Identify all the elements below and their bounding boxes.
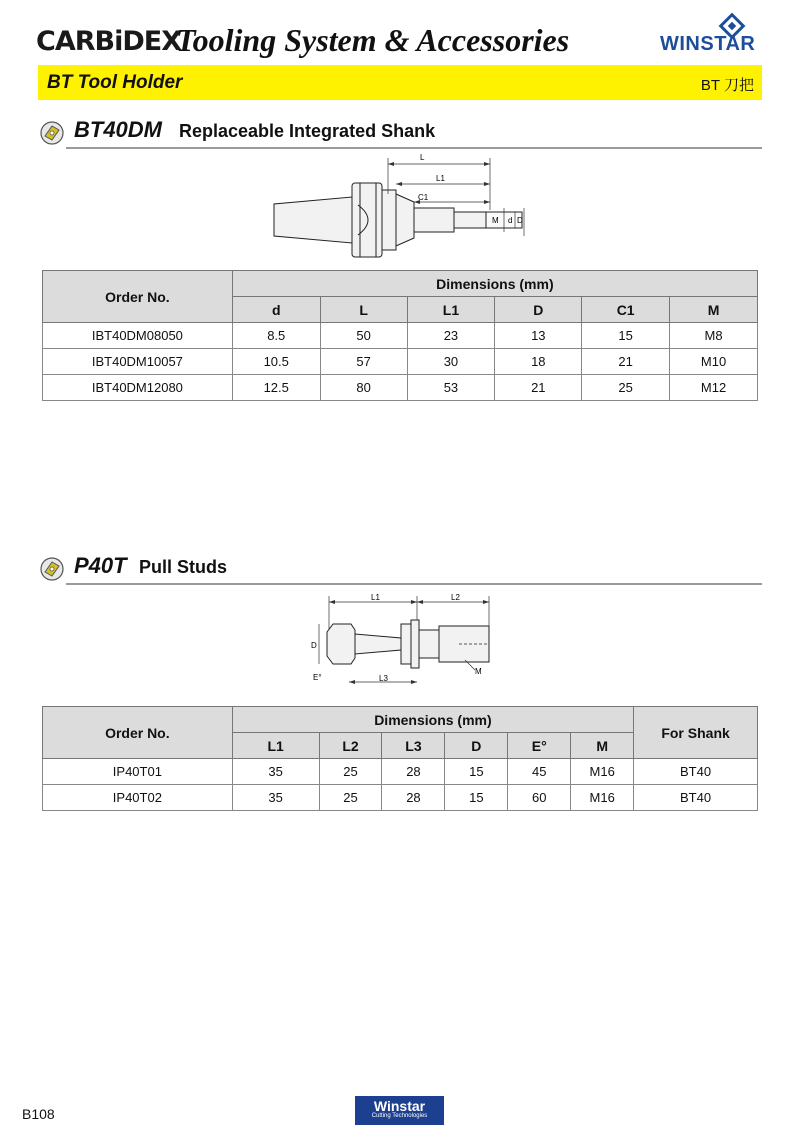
section-description: Pull Studs (139, 557, 228, 577)
table-cell: 53 (407, 375, 495, 401)
table-row (43, 785, 758, 811)
table-cell: 57 (320, 349, 407, 375)
table-cell: 25 (319, 785, 382, 811)
footer-logo-name: Winstar (373, 1098, 426, 1114)
dim-label-m: M (492, 216, 499, 225)
table-cell: 12.5 (232, 375, 320, 401)
table-cell: 13 (495, 323, 582, 349)
column-header: L2 (319, 733, 382, 759)
category-subtitle: BT 刀把 (700, 77, 754, 94)
section-code: BT40DM (74, 117, 163, 142)
column-header: L3 (382, 733, 445, 759)
dimensions-header: Dimensions (mm) (232, 707, 633, 733)
column-header: M (670, 297, 758, 323)
dim-label-d-large: D (517, 216, 523, 225)
category-banner (38, 65, 762, 100)
table-row (43, 759, 758, 785)
order-number: IP40T01 (43, 759, 233, 785)
table-cell: 18 (495, 349, 582, 375)
table-row (43, 375, 758, 401)
footer-logo-tagline: Cutting Technologies (371, 1113, 428, 1119)
for-shank-header: For Shank (634, 707, 758, 759)
table-cell: BT40 (634, 759, 758, 785)
table-cell: M10 (670, 349, 758, 375)
table-cell: 50 (320, 323, 407, 349)
dim-label-l: L (420, 153, 425, 162)
p40t-pull-stud-diagram (305, 590, 495, 690)
table-cell: 30 (407, 349, 495, 375)
table-cell: 10.5 (232, 349, 320, 375)
p40t-spec-table (42, 706, 758, 811)
order-number: IBT40DM10057 (43, 349, 233, 375)
column-header: d (232, 297, 320, 323)
table-cell: 28 (382, 785, 445, 811)
dim-label-m: M (475, 667, 482, 676)
section-bt40dm-header (40, 117, 762, 149)
page-number: B108 (22, 1106, 55, 1122)
insert-badge-icon (40, 557, 64, 581)
table-cell: 25 (582, 375, 670, 401)
table-cell: 21 (495, 375, 582, 401)
footer-winstar-logo (355, 1096, 444, 1125)
table-cell: M8 (670, 323, 758, 349)
order-no-header: Order No. (43, 707, 233, 759)
table-cell: 15 (582, 323, 670, 349)
dim-label-c1: C1 (418, 193, 429, 202)
table-cell: 21 (582, 349, 670, 375)
table-cell: 15 (445, 759, 508, 785)
table-cell: 80 (320, 375, 407, 401)
table-cell: 8.5 (232, 323, 320, 349)
table-cell: M16 (571, 759, 634, 785)
dimensions-header: Dimensions (mm) (232, 271, 757, 297)
column-header: C1 (582, 297, 670, 323)
table-cell: 25 (319, 759, 382, 785)
dim-label-d-small: d (508, 216, 513, 225)
page-title: Tooling System & Accessories (176, 22, 570, 58)
table-cell: 23 (407, 323, 495, 349)
dim-label-l1: L1 (436, 174, 445, 183)
bt40dm-spec-table (42, 270, 758, 401)
section-description: Replaceable Integrated Shank (179, 121, 436, 141)
column-header: L1 (407, 297, 495, 323)
section-divider (66, 147, 762, 149)
order-number: IP40T02 (43, 785, 233, 811)
dim-label-e: E° (313, 673, 322, 682)
column-header: L (320, 297, 407, 323)
table-cell: 60 (508, 785, 571, 811)
table-cell: 45 (508, 759, 571, 785)
section-p40t-header (40, 553, 762, 585)
category-title: BT Tool Holder (47, 72, 183, 93)
order-no-header: Order No. (43, 271, 233, 323)
order-number: IBT40DM08050 (43, 323, 233, 349)
bt40dm-tool-holder-diagram (268, 150, 532, 270)
carbidex-logo: CARBiDEX (36, 26, 182, 57)
insert-badge-icon (40, 121, 64, 145)
table-cell: 35 (232, 759, 319, 785)
column-header: M (571, 733, 634, 759)
table-cell: 15 (445, 785, 508, 811)
dim-label-l2: L2 (451, 593, 460, 602)
table-cell: M16 (571, 785, 634, 811)
table-cell: M12 (670, 375, 758, 401)
table-row (43, 349, 758, 375)
column-header: L1 (232, 733, 319, 759)
order-number: IBT40DM12080 (43, 375, 233, 401)
table-cell: BT40 (634, 785, 758, 811)
column-header: D (445, 733, 508, 759)
winstar-logo-text: WINSTAR (660, 33, 756, 55)
dim-label-l1: L1 (371, 593, 380, 602)
column-header: D (495, 297, 582, 323)
dim-label-l3: L3 (379, 674, 388, 683)
table-cell: 35 (232, 785, 319, 811)
dim-label-d: D (311, 641, 317, 650)
section-divider (66, 583, 762, 585)
winstar-logo (660, 12, 764, 58)
column-header: E° (508, 733, 571, 759)
table-cell: 28 (382, 759, 445, 785)
table-row (43, 323, 758, 349)
section-code: P40T (74, 553, 127, 578)
